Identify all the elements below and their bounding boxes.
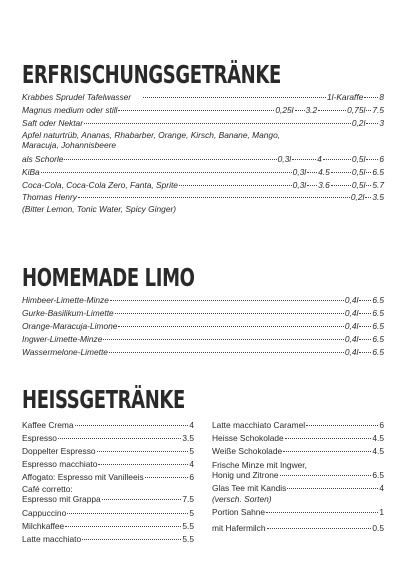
item-size: 0,4l bbox=[344, 295, 359, 305]
item-price: 3 bbox=[379, 117, 384, 128]
item-label: Kaffee Crema bbox=[22, 420, 74, 430]
item-price: 6.5 bbox=[372, 295, 384, 305]
item-price: 6.5 bbox=[372, 333, 384, 344]
item-size-1: 0,3l bbox=[277, 153, 292, 164]
menu-item-limo bbox=[22, 320, 384, 333]
item-label: Latte macchiato Caramel bbox=[212, 420, 306, 430]
item-price: 6 bbox=[379, 420, 384, 430]
menu-item-latte-caramel bbox=[212, 419, 384, 432]
menu-item-heisse-schokolade bbox=[212, 432, 384, 445]
item-size: 0,4l bbox=[344, 346, 359, 357]
item-price: 5 bbox=[189, 445, 194, 456]
leader bbox=[65, 526, 181, 527]
item-label: Saft oder Nektar bbox=[22, 117, 83, 128]
menu-item-frische-minze bbox=[212, 470, 384, 481]
leader bbox=[67, 513, 188, 514]
menu-item-limo bbox=[22, 307, 384, 320]
item-price: 4.5 bbox=[372, 432, 384, 443]
menu-item-limo bbox=[22, 294, 384, 307]
leader bbox=[359, 339, 371, 340]
saft-description-1: Apfel naturtrüb, Ananas, Rhabarber, Orange, Kirsch, Banane, Mango, bbox=[22, 129, 281, 140]
menu-item-portion-sahne bbox=[212, 506, 384, 519]
item-price-2: 6 bbox=[379, 153, 384, 164]
leader bbox=[64, 159, 276, 160]
item-price: 3.5 bbox=[372, 192, 384, 203]
item-price-2: 7.5 bbox=[372, 104, 384, 115]
item-label: Krabbes Sprudel Tafelwasser bbox=[22, 92, 132, 102]
item-label: Orange-Maracuja-Limone bbox=[22, 320, 118, 331]
item-size-1: 0,3l bbox=[292, 166, 307, 177]
leader bbox=[292, 159, 316, 160]
item-label: Weiße Schokolade bbox=[212, 445, 283, 456]
item-label: Coca-Cola, Coca-Cola Zero, Fanta, Sprite bbox=[22, 179, 178, 190]
item-label: Portion Sahne bbox=[212, 507, 266, 518]
section-title-heiss: HEISSGETRÄNKE bbox=[22, 385, 185, 414]
item-label: Thomas Henry bbox=[22, 192, 77, 203]
item-label: Espresso bbox=[22, 432, 57, 443]
leader bbox=[359, 313, 371, 314]
item-size-1: 0,3l bbox=[292, 179, 307, 190]
item-label: Espresso mit Grappa bbox=[22, 493, 101, 504]
item-label: Affogato: Espresso mit Vanilleeis bbox=[22, 471, 144, 482]
leader bbox=[103, 339, 343, 340]
leader bbox=[287, 488, 378, 489]
item-size: 0,2l bbox=[351, 117, 366, 128]
leader bbox=[366, 185, 371, 186]
item-price-1: 3.6 bbox=[318, 179, 330, 190]
menu-item-weisse-schokolade bbox=[212, 445, 384, 458]
item-label: Heisse Schokolade bbox=[212, 432, 284, 443]
item-size: 0,4l bbox=[344, 333, 359, 344]
item-price-2: 6.5 bbox=[372, 166, 384, 177]
leader bbox=[75, 425, 189, 426]
leader bbox=[143, 97, 326, 98]
leader bbox=[331, 172, 351, 173]
item-price: 6 bbox=[189, 471, 194, 482]
erfrischung-list bbox=[22, 91, 384, 215]
item-label: Ingwer-Limette-Minze bbox=[22, 333, 103, 344]
menu-item-kiba bbox=[22, 166, 384, 179]
heiss-right-column bbox=[212, 419, 384, 535]
leader bbox=[102, 499, 182, 500]
item-price: 6.5 bbox=[372, 320, 384, 331]
item-price: 3.5 bbox=[182, 432, 194, 443]
menu-item-corretto bbox=[22, 494, 194, 505]
leader bbox=[109, 352, 344, 353]
leader bbox=[280, 475, 372, 476]
item-size-2: 0,5l bbox=[351, 179, 366, 190]
leader bbox=[306, 425, 378, 426]
leader bbox=[359, 300, 371, 301]
leader bbox=[78, 197, 350, 198]
item-price-1: 3.2 bbox=[305, 104, 318, 115]
leader bbox=[285, 438, 372, 439]
item-size-2: 0,75l bbox=[347, 104, 366, 115]
leader bbox=[359, 352, 371, 353]
item-price: 1 bbox=[379, 507, 384, 518]
leader bbox=[359, 326, 371, 327]
menu-item-saft bbox=[22, 117, 384, 130]
item-price: 7.5 bbox=[182, 493, 194, 504]
item-label: Doppelter Espresso bbox=[22, 445, 96, 456]
leader bbox=[366, 123, 378, 124]
leader bbox=[331, 185, 351, 186]
menu-item-latte-macchiato bbox=[22, 533, 194, 546]
menu-item-cola bbox=[22, 179, 384, 192]
minze-heading: Frische Minze mit Ingwer, bbox=[212, 459, 307, 470]
heiss-left-column bbox=[22, 419, 194, 546]
item-size: 0,2l bbox=[350, 192, 365, 203]
leader bbox=[179, 185, 292, 186]
leader bbox=[82, 539, 181, 540]
leader bbox=[110, 300, 344, 301]
item-price: 6.5 bbox=[372, 307, 384, 318]
item-price: 5.5 bbox=[182, 520, 194, 531]
thomas-henry-description: (Bitter Lemon, Tonic Water, Spicy Ginger) bbox=[22, 204, 177, 215]
item-label: als Schorle bbox=[22, 153, 64, 164]
item-price: 6.5 bbox=[372, 346, 384, 357]
leader bbox=[115, 313, 344, 314]
section-title-erfrischung: ERFRISCHUNGSGETRÄNKE bbox=[22, 60, 281, 89]
menu-item-espresso-macchiato bbox=[22, 458, 194, 471]
item-size-1: 0,25l bbox=[275, 104, 294, 115]
item-price: 5.5 bbox=[182, 533, 194, 544]
leader bbox=[366, 110, 371, 111]
item-label: Honig und Zitrone bbox=[212, 470, 279, 481]
section-title-limo: HOMEMADE LIMO bbox=[22, 263, 195, 292]
item-price: 5 bbox=[189, 507, 194, 518]
menu-item-milchkaffee bbox=[22, 520, 194, 533]
menu-item-thomas-henry bbox=[22, 191, 384, 204]
menu-item-kaffee-crema bbox=[22, 419, 194, 432]
leader bbox=[41, 172, 292, 173]
item-label: KiBa bbox=[22, 166, 40, 177]
menu-item-doppelter-espresso bbox=[22, 445, 194, 458]
menu-item-glas-tee bbox=[212, 483, 384, 494]
item-label: Cappuccino bbox=[22, 507, 67, 518]
item-price: 6.5 bbox=[372, 470, 384, 481]
leader bbox=[98, 464, 188, 465]
menu-item-espresso bbox=[22, 432, 194, 445]
leader bbox=[283, 451, 371, 452]
item-size: 0,4l bbox=[344, 320, 359, 331]
leader bbox=[307, 172, 317, 173]
item-label: mit Hafermilch bbox=[212, 523, 266, 534]
item-price: 4.5 bbox=[372, 445, 384, 456]
leader bbox=[97, 451, 189, 452]
item-price-2: 5.7 bbox=[372, 179, 384, 190]
leader bbox=[84, 123, 351, 124]
leader bbox=[295, 110, 305, 111]
item-size-2: 0,5l bbox=[351, 153, 366, 164]
leader bbox=[366, 172, 371, 173]
leader bbox=[118, 110, 274, 111]
item-label: Milchkaffee bbox=[22, 520, 65, 531]
item-size: 1l-Karaffe bbox=[327, 92, 364, 102]
menu-item-magnus bbox=[22, 104, 384, 117]
menu-item-limo bbox=[22, 346, 384, 359]
item-label: Espresso macchiato bbox=[22, 458, 98, 469]
glas-tee-note: (versch. Sorten) bbox=[212, 494, 272, 505]
corretto-heading: Café corretto: bbox=[22, 483, 73, 494]
menu-item-krabbes bbox=[22, 91, 384, 104]
item-price: 8 bbox=[379, 92, 384, 102]
item-price: 4 bbox=[189, 458, 194, 469]
item-size: 0,4l bbox=[344, 307, 359, 318]
item-label: Glas Tee mit Kandis bbox=[212, 483, 287, 494]
leader bbox=[118, 326, 343, 327]
item-label: Latte macchiato bbox=[22, 533, 82, 544]
item-label: Gurke-Basilikum-Limette bbox=[22, 307, 114, 318]
leader bbox=[323, 159, 351, 160]
leader bbox=[365, 197, 371, 198]
menu-item-affogato bbox=[22, 471, 194, 484]
menu-item-limo bbox=[22, 333, 384, 346]
leader bbox=[318, 110, 346, 111]
item-label: Himbeer-Limette-Minze bbox=[22, 295, 109, 305]
item-label: Magnus medium oder still bbox=[22, 104, 118, 115]
leader bbox=[267, 528, 372, 529]
leader bbox=[307, 185, 317, 186]
limo-list bbox=[22, 294, 384, 359]
menu-item-hafermilch bbox=[212, 522, 384, 535]
leader bbox=[366, 159, 378, 160]
leader bbox=[58, 438, 181, 439]
menu-item-schorle bbox=[22, 153, 384, 166]
item-size-2: 0,5l bbox=[351, 166, 366, 177]
leader bbox=[364, 97, 378, 98]
saft-description-2: Maracuja, Johannisbeere bbox=[22, 140, 117, 151]
item-price-1: 4 bbox=[317, 153, 322, 164]
item-price-1: 4.5 bbox=[318, 166, 330, 177]
item-price: 4 bbox=[379, 483, 384, 494]
leader bbox=[145, 477, 189, 478]
leader bbox=[266, 512, 378, 513]
item-price: 0.5 bbox=[372, 523, 384, 534]
menu-item-cappuccino bbox=[22, 507, 194, 520]
item-price: 4 bbox=[189, 420, 194, 430]
item-label: Wassermelone-Limette bbox=[22, 346, 108, 357]
